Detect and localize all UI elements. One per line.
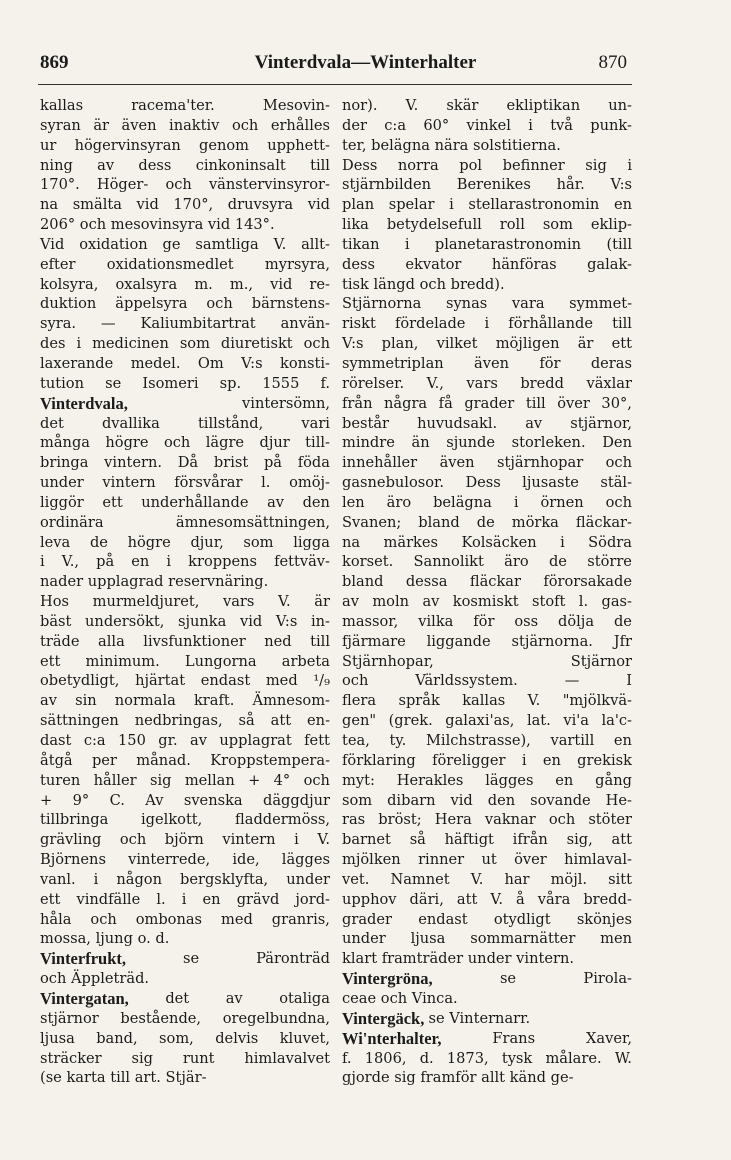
text-line: (se karta till art. Stjär- [40,1069,207,1087]
text-line: vanl. i någon bergsklyfta, under [40,870,330,888]
text-line: des i medicinen som diuretiskt och [40,335,330,353]
text-line: syra. — Kaliumbitartrat använ- [40,315,330,333]
text-line: bäst undersökt, sjunka vid V:s in- [40,612,330,630]
text-line: kallas racema'ter. Mesovin- [40,97,330,114]
text-line: Dess norra pol befinner sig i [342,156,632,174]
text-line: ett vindfälle l. i en grävd jord- [40,890,330,908]
text-line: bland dessa fläckar förorsakade [342,573,632,591]
text-line: under vintern försvårar l. omöj- [40,474,330,492]
text-line: leva de högre djur, som ligga [40,533,330,551]
text-line: rörelser. V., vars bredd växlar [342,374,632,392]
text-line: i V., på en i kroppens fettväv- [40,553,330,571]
text-line: na märkes Kolsäcken i Södra [342,533,632,551]
text-line: Vintergäck, se Vinternarr. [342,1008,531,1028]
text-line: Hos murmeldjuret, vars V. är [40,593,330,611]
text-line: Vid oxidation ge samtliga V. allt- [40,235,330,253]
text-line: Svanen; bland de mörka fläckar- [342,513,632,531]
text-line: V:s plan, vilket möjligen är ett [342,335,632,353]
text-line: Vinterfrukt, se Päronträd [40,949,330,969]
text-line: syran är även inaktiv och erhålles [40,116,330,134]
text-line: barnet så häftigt ifrån sig, att [342,831,632,849]
text-line: ljusa band, som, delvis kluvet, [40,1029,330,1047]
text-line: ceae och Vinca. [342,989,458,1007]
text-line: Vintergröna, se Pirola- [342,969,632,989]
text-line: gjorde sig framför allt känd ge- [342,1069,574,1087]
text-line: ning av dess cinkoninsalt till [40,156,330,174]
text-line: f. 1806, d. 1873, tysk målare. W. [342,1049,632,1067]
text-line: och Äppleträd. [40,970,150,988]
text-line: ordinära ämnesomsättningen, [40,513,330,531]
text-line: av sin normala kraft. Ämnesom- [40,692,330,710]
text-line: symmetriplan även för deras [342,354,632,372]
text-line: flera språk kallas V. "mjölkvä- [342,692,632,710]
text-line: Vintergatan, det av otaliga [40,988,330,1008]
text-line: massor, vilka för oss dölja de [342,612,632,630]
text-line: förklaring föreligger i en grekisk [342,751,632,769]
text-line: Vinterdvala, vintersömn, [40,393,330,413]
text-line: + 9° C. Av svenska däggdjur [40,791,330,809]
text-line: gen" (grek. galaxi'as, lat. vi'a la'c- [342,712,632,730]
text-line: plan spelar i stellarastronomin en [342,196,632,214]
text-line: träde alla livsfunktioner ned till [40,632,330,650]
text-line: 170°. Höger- och vänstervinsyror- [40,176,330,194]
text-line: nader upplagrad reservnäring. [40,573,269,591]
text-line: sättningen nedbringas, så att en- [40,712,330,730]
text-line: av moln av kosmiskt stoft l. gas- [342,593,632,611]
text-line: innehåller även stjärnhopar och [342,454,632,472]
text-line: under ljusa sommarnätter men [342,930,632,948]
left-column [40,96,330,1088]
text-line: liggör ett underhållande av den [40,493,330,511]
text-line: der c:a 60° vinkel i två punk- [342,116,632,134]
text-line: ras bröst; Hera vaknar och stöter [342,811,632,829]
text-line: laxerande medel. Om V:s konsti- [40,354,330,372]
text-line: korset. Sannolikt äro de större [342,553,632,571]
text-line: stjärnbilden Berenikes hår. V:s [342,176,632,194]
text-line: lika betydelsefull roll som eklip- [342,216,632,234]
text-line: tisk längd och bredd). [342,275,505,293]
text-line: Wi'nterhalter, Frans Xaver, [342,1028,632,1048]
page-number-right: 870 [598,52,627,73]
text-line: gasnebulosor. Dess ljusaste stäl- [342,474,632,492]
text-line: obetydligt, hjärtat endast med ¹/₉ [40,672,330,690]
text-line: bringa vintern. Då brist på föda [40,454,330,472]
text-line: fjärmare liggande stjärnorna. Jfr [342,632,632,650]
text-line: dess ekvator hänföras galak- [342,255,632,273]
text-line: tikan i planetarastronomin (till [342,235,632,253]
text-line: grader endast otydligt skönjes [342,910,632,928]
text-line: mjölken rinner ut över himlaval- [342,851,632,869]
text-line: ur högervinsyran genom upphett- [40,136,330,154]
text-line: efter oxidationsmedlet myrsyra, [40,255,330,273]
text-line: nor). V. skär ekliptikan un- [342,97,632,114]
text-line: riskt fördelade i förhållande till [342,315,632,333]
running-header [0,52,731,82]
running-title: Vinterdvala—Winterhalter [254,52,477,73]
text-line: håla och ombonas med granris, [40,910,330,928]
header-rule [38,84,632,85]
text-line: mossa, ljung o. d. [40,930,170,948]
text-line: mindre än sjunde storleken. Den [342,434,632,452]
text-line: len äro belägna i örnen och [342,493,632,511]
right-column [342,96,632,1088]
text-line: det dvallika tillstånd, vari [40,414,330,432]
text-line: turen håller sig mellan + 4° och [40,771,330,789]
text-line: grävling och björn vintern i V. [40,831,330,849]
text-line: sträcker sig runt himlavalvet [40,1049,330,1067]
text-line: Björnens vinterrede, ide, lägges [40,851,330,869]
text-line: myt: Herakles lägges en gång [342,771,632,789]
text-line: upphov däri, att V. å våra bredd- [342,890,632,908]
text-line: na smälta vid 170°, druvsyra vid [40,196,330,214]
text-line: ter, belägna nära solstitierna. [342,136,561,154]
text-line: 206° och mesovinsyra vid 143°. [40,216,275,234]
text-line: många högre och lägre djur till- [40,434,330,452]
text-line: från några få grader till över 30°, [342,394,632,412]
text-line: klart framträder under vintern. [342,950,574,968]
text-line: tillbringa igelkott, fladdermöss, [40,811,330,829]
text-line: ett minimum. Lungorna arbeta [40,652,330,670]
text-line: Stjärnorna synas vara symmet- [342,295,632,313]
text-line: duktion äppelsyra och bärnstens- [40,295,330,313]
text-line: som dibarn vid den sovande He- [342,791,632,809]
text-line: dast c:a 150 gr. av upplagrat fett [40,732,330,749]
text-line: stjärnor bestående, oregelbundna, [40,1009,330,1027]
text-line: tea, ty. Milchstrasse), vartill en [342,732,632,749]
text-line: åtgå per månad. Kroppstempera- [40,751,330,769]
text-line: består huvudsakl. av stjärnor, [342,414,632,432]
text-line: och Världssystem. — I [342,672,632,690]
page-number-left: 869 [40,52,69,73]
text-line: tution se Isomeri sp. 1555 f. [40,374,330,392]
text-line: Stjärnhopar, Stjärnor [342,652,632,670]
text-line: kolsyra, oxalsyra m. m., vid re- [40,275,330,293]
text-line: vet. Namnet V. har möjl. sitt [342,870,632,888]
